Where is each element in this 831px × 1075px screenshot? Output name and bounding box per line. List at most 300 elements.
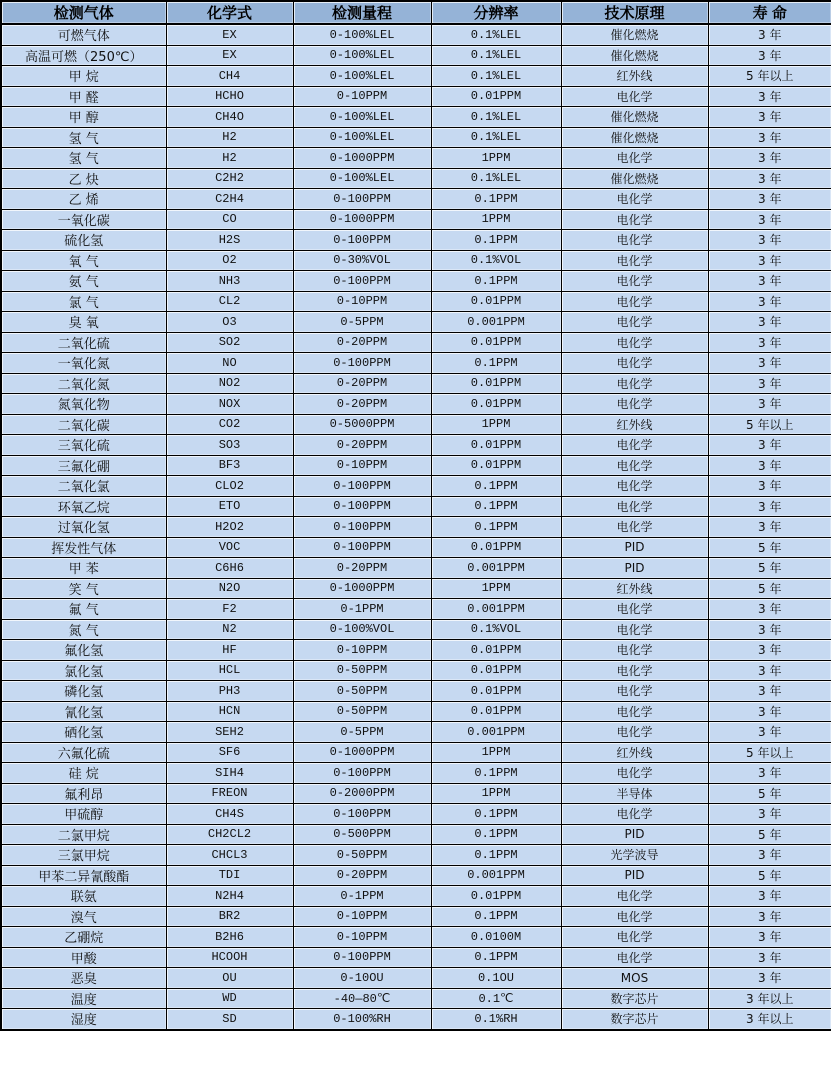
cell-formula: O3 bbox=[166, 312, 293, 333]
cell-formula: VOC bbox=[166, 537, 293, 558]
cell-lifespan: 3 年 bbox=[708, 312, 831, 333]
cell-range: 0-100PPM bbox=[293, 804, 431, 825]
cell-lifespan: 3 年 bbox=[708, 373, 831, 394]
cell-range: 0-1PPM bbox=[293, 599, 431, 620]
cell-resolution: 0.1PPM bbox=[431, 804, 561, 825]
cell-principle: PID bbox=[561, 537, 708, 558]
cell-gas: 氯 气 bbox=[1, 291, 166, 312]
cell-principle: 电化学 bbox=[561, 660, 708, 681]
cell-resolution: 0.01PPM bbox=[431, 660, 561, 681]
cell-formula: O2 bbox=[166, 250, 293, 271]
cell-resolution: 1PPM bbox=[431, 209, 561, 230]
cell-lifespan: 3 年以上 bbox=[708, 988, 831, 1009]
cell-range: 0-5PPM bbox=[293, 312, 431, 333]
cell-gas: 三氧化硫 bbox=[1, 435, 166, 456]
cell-lifespan: 5 年以上 bbox=[708, 66, 831, 87]
cell-range: 0-10PPM bbox=[293, 291, 431, 312]
cell-gas: 氰化氢 bbox=[1, 701, 166, 722]
cell-resolution: 0.1PPM bbox=[431, 496, 561, 517]
cell-resolution: 0.01PPM bbox=[431, 435, 561, 456]
cell-gas: 氢 气 bbox=[1, 148, 166, 169]
cell-principle: PID bbox=[561, 824, 708, 845]
table-row bbox=[1, 86, 831, 107]
cell-principle: 电化学 bbox=[561, 476, 708, 497]
col-header-gas: 检测气体 bbox=[1, 1, 166, 24]
cell-formula: TDI bbox=[166, 865, 293, 886]
cell-resolution: 0.1%LEL bbox=[431, 24, 561, 45]
table-row bbox=[1, 578, 831, 599]
cell-resolution: 0.001PPM bbox=[431, 312, 561, 333]
cell-gas: 甲硫醇 bbox=[1, 804, 166, 825]
cell-range: 0-2000PPM bbox=[293, 783, 431, 804]
cell-range: 0-100PPM bbox=[293, 271, 431, 292]
cell-formula: N2H4 bbox=[166, 886, 293, 907]
cell-formula: CH2CL2 bbox=[166, 824, 293, 845]
table-row bbox=[1, 24, 831, 45]
cell-lifespan: 3 年 bbox=[708, 640, 831, 661]
table-row bbox=[1, 332, 831, 353]
table-row bbox=[1, 988, 831, 1009]
cell-resolution: 1PPM bbox=[431, 148, 561, 169]
table-row bbox=[1, 824, 831, 845]
cell-principle: 半导体 bbox=[561, 783, 708, 804]
cell-range: 0-10PPM bbox=[293, 927, 431, 948]
cell-range: 0-500PPM bbox=[293, 824, 431, 845]
cell-resolution: 0.1PPM bbox=[431, 353, 561, 374]
cell-range: 0-5PPM bbox=[293, 722, 431, 743]
table-row bbox=[1, 537, 831, 558]
cell-resolution: 1PPM bbox=[431, 578, 561, 599]
cell-resolution: 1PPM bbox=[431, 742, 561, 763]
cell-formula: CLO2 bbox=[166, 476, 293, 497]
table-row bbox=[1, 168, 831, 189]
cell-principle: 电化学 bbox=[561, 517, 708, 538]
cell-formula: C2H2 bbox=[166, 168, 293, 189]
table-row bbox=[1, 558, 831, 579]
cell-principle: 电化学 bbox=[561, 722, 708, 743]
cell-principle: 电化学 bbox=[561, 455, 708, 476]
cell-lifespan: 3 年 bbox=[708, 189, 831, 210]
cell-gas: 甲酸 bbox=[1, 947, 166, 968]
cell-lifespan: 3 年 bbox=[708, 332, 831, 353]
cell-principle: 电化学 bbox=[561, 763, 708, 784]
cell-lifespan: 3 年 bbox=[708, 701, 831, 722]
cell-formula: C2H4 bbox=[166, 189, 293, 210]
cell-formula: NO bbox=[166, 353, 293, 374]
cell-formula: CHCL3 bbox=[166, 845, 293, 866]
table-row bbox=[1, 865, 831, 886]
cell-lifespan: 3 年 bbox=[708, 947, 831, 968]
cell-resolution: 0.001PPM bbox=[431, 558, 561, 579]
cell-resolution: 0.1PPM bbox=[431, 189, 561, 210]
cell-formula: SD bbox=[166, 1009, 293, 1030]
cell-gas: 过氧化氢 bbox=[1, 517, 166, 538]
cell-formula: HCL bbox=[166, 660, 293, 681]
cell-resolution: 0.1PPM bbox=[431, 906, 561, 927]
cell-formula: SO3 bbox=[166, 435, 293, 456]
cell-range: 0-100PPM bbox=[293, 947, 431, 968]
cell-principle: 电化学 bbox=[561, 886, 708, 907]
cell-gas: 湿度 bbox=[1, 1009, 166, 1030]
cell-range: 0-20PPM bbox=[293, 332, 431, 353]
table-row bbox=[1, 742, 831, 763]
cell-principle: 电化学 bbox=[561, 271, 708, 292]
cell-formula: B2H6 bbox=[166, 927, 293, 948]
cell-gas: 氟化氢 bbox=[1, 640, 166, 661]
cell-formula: PH3 bbox=[166, 681, 293, 702]
cell-lifespan: 3 年 bbox=[708, 455, 831, 476]
cell-formula: SF6 bbox=[166, 742, 293, 763]
cell-gas: 氨 气 bbox=[1, 271, 166, 292]
cell-principle: 电化学 bbox=[561, 927, 708, 948]
table-row bbox=[1, 1009, 831, 1030]
table-row bbox=[1, 947, 831, 968]
cell-range: 0-1000PPM bbox=[293, 578, 431, 599]
cell-principle: PID bbox=[561, 558, 708, 579]
table-row bbox=[1, 394, 831, 415]
cell-lifespan: 3 年 bbox=[708, 148, 831, 169]
cell-formula: CL2 bbox=[166, 291, 293, 312]
cell-range: 0-1PPM bbox=[293, 886, 431, 907]
cell-lifespan: 3 年 bbox=[708, 476, 831, 497]
table-row bbox=[1, 927, 831, 948]
cell-principle: 电化学 bbox=[561, 619, 708, 640]
cell-principle: 电化学 bbox=[561, 394, 708, 415]
cell-resolution: 0.1%LEL bbox=[431, 127, 561, 148]
cell-range: 0-5000PPM bbox=[293, 414, 431, 435]
cell-range: 0-50PPM bbox=[293, 845, 431, 866]
cell-resolution: 0.1%LEL bbox=[431, 66, 561, 87]
cell-lifespan: 5 年 bbox=[708, 537, 831, 558]
cell-principle: 数字芯片 bbox=[561, 1009, 708, 1030]
table-row bbox=[1, 476, 831, 497]
table-row bbox=[1, 640, 831, 661]
cell-lifespan: 3 年 bbox=[708, 291, 831, 312]
cell-gas: 甲 醛 bbox=[1, 86, 166, 107]
cell-principle: 电化学 bbox=[561, 947, 708, 968]
cell-range: 0-100PPM bbox=[293, 763, 431, 784]
cell-gas: 溴气 bbox=[1, 906, 166, 927]
cell-lifespan: 3 年 bbox=[708, 209, 831, 230]
cell-formula: BF3 bbox=[166, 455, 293, 476]
cell-principle: 电化学 bbox=[561, 640, 708, 661]
cell-range: 0-1000PPM bbox=[293, 209, 431, 230]
cell-principle: 电化学 bbox=[561, 291, 708, 312]
cell-formula: CO bbox=[166, 209, 293, 230]
cell-principle: 催化燃烧 bbox=[561, 45, 708, 66]
cell-lifespan: 3 年 bbox=[708, 845, 831, 866]
cell-range: 0-100%LEL bbox=[293, 127, 431, 148]
cell-principle: 红外线 bbox=[561, 578, 708, 599]
cell-gas: 可燃气体 bbox=[1, 24, 166, 45]
cell-principle: 催化燃烧 bbox=[561, 127, 708, 148]
cell-resolution: 1PPM bbox=[431, 783, 561, 804]
table-row bbox=[1, 209, 831, 230]
table-row bbox=[1, 312, 831, 333]
cell-gas: 氧 气 bbox=[1, 250, 166, 271]
table-row bbox=[1, 291, 831, 312]
cell-gas: 三氯甲烷 bbox=[1, 845, 166, 866]
cell-resolution: 0.01PPM bbox=[431, 86, 561, 107]
cell-gas: 二氯甲烷 bbox=[1, 824, 166, 845]
cell-principle: PID bbox=[561, 865, 708, 886]
cell-range: 0-10OU bbox=[293, 968, 431, 989]
table-row bbox=[1, 783, 831, 804]
cell-lifespan: 5 年以上 bbox=[708, 414, 831, 435]
cell-resolution: 0.1PPM bbox=[431, 947, 561, 968]
cell-range: 0-10PPM bbox=[293, 86, 431, 107]
cell-range: 0-20PPM bbox=[293, 373, 431, 394]
cell-range: 0-100%LEL bbox=[293, 107, 431, 128]
cell-formula: H2 bbox=[166, 127, 293, 148]
cell-formula: OU bbox=[166, 968, 293, 989]
cell-range: 0-100PPM bbox=[293, 189, 431, 210]
cell-gas: 一氧化氮 bbox=[1, 353, 166, 374]
cell-resolution: 0.01PPM bbox=[431, 332, 561, 353]
table-row bbox=[1, 455, 831, 476]
cell-principle: 电化学 bbox=[561, 435, 708, 456]
cell-formula: CH4S bbox=[166, 804, 293, 825]
cell-principle: 催化燃烧 bbox=[561, 107, 708, 128]
cell-formula: H2 bbox=[166, 148, 293, 169]
cell-resolution: 0.1%LEL bbox=[431, 107, 561, 128]
cell-range: 0-20PPM bbox=[293, 865, 431, 886]
table-row bbox=[1, 619, 831, 640]
cell-gas: 氮氧化物 bbox=[1, 394, 166, 415]
table-row bbox=[1, 373, 831, 394]
cell-gas: 磷化氢 bbox=[1, 681, 166, 702]
cell-formula: N2O bbox=[166, 578, 293, 599]
cell-resolution: 0.1OU bbox=[431, 968, 561, 989]
cell-resolution: 0.1%LEL bbox=[431, 45, 561, 66]
table-row bbox=[1, 66, 831, 87]
table-row bbox=[1, 250, 831, 271]
cell-gas: 臭 氧 bbox=[1, 312, 166, 333]
cell-lifespan: 3 年 bbox=[708, 927, 831, 948]
table-row bbox=[1, 271, 831, 292]
cell-resolution: 0.01PPM bbox=[431, 455, 561, 476]
cell-range: 0-100PPM bbox=[293, 517, 431, 538]
cell-gas: 硒化氢 bbox=[1, 722, 166, 743]
cell-formula: NH3 bbox=[166, 271, 293, 292]
cell-resolution: 0.01PPM bbox=[431, 701, 561, 722]
cell-resolution: 0.1%RH bbox=[431, 1009, 561, 1030]
cell-lifespan: 5 年 bbox=[708, 865, 831, 886]
cell-principle: 电化学 bbox=[561, 148, 708, 169]
cell-lifespan: 5 年 bbox=[708, 824, 831, 845]
cell-lifespan: 3 年 bbox=[708, 681, 831, 702]
cell-range: 0-20PPM bbox=[293, 394, 431, 415]
cell-principle: 电化学 bbox=[561, 804, 708, 825]
cell-range: 0-20PPM bbox=[293, 435, 431, 456]
cell-lifespan: 3 年 bbox=[708, 107, 831, 128]
cell-range: 0-100PPM bbox=[293, 353, 431, 374]
table-row bbox=[1, 517, 831, 538]
cell-range: 0-1000PPM bbox=[293, 742, 431, 763]
cell-resolution: 1PPM bbox=[431, 414, 561, 435]
cell-principle: 电化学 bbox=[561, 332, 708, 353]
table-row bbox=[1, 660, 831, 681]
cell-lifespan: 3 年 bbox=[708, 968, 831, 989]
cell-range: 0-10PPM bbox=[293, 640, 431, 661]
cell-resolution: 0.01PPM bbox=[431, 681, 561, 702]
cell-resolution: 0.1%VOL bbox=[431, 619, 561, 640]
cell-range: 0-1000PPM bbox=[293, 148, 431, 169]
cell-gas: 一氧化碳 bbox=[1, 209, 166, 230]
cell-principle: 红外线 bbox=[561, 414, 708, 435]
cell-principle: 电化学 bbox=[561, 599, 708, 620]
cell-lifespan: 3 年 bbox=[708, 886, 831, 907]
cell-range: 0-50PPM bbox=[293, 660, 431, 681]
cell-resolution: 0.1%VOL bbox=[431, 250, 561, 271]
cell-formula: ETO bbox=[166, 496, 293, 517]
table-row bbox=[1, 804, 831, 825]
cell-formula: F2 bbox=[166, 599, 293, 620]
cell-principle: 红外线 bbox=[561, 742, 708, 763]
cell-lifespan: 3 年以上 bbox=[708, 1009, 831, 1030]
cell-formula: SIH4 bbox=[166, 763, 293, 784]
cell-lifespan: 5 年 bbox=[708, 578, 831, 599]
cell-range: 0-20PPM bbox=[293, 558, 431, 579]
cell-resolution: 0.01PPM bbox=[431, 886, 561, 907]
table-row bbox=[1, 414, 831, 435]
cell-gas: 甲 醇 bbox=[1, 107, 166, 128]
cell-lifespan: 5 年以上 bbox=[708, 742, 831, 763]
cell-lifespan: 3 年 bbox=[708, 763, 831, 784]
cell-lifespan: 3 年 bbox=[708, 804, 831, 825]
table-row bbox=[1, 722, 831, 743]
cell-range: 0-30%VOL bbox=[293, 250, 431, 271]
col-header-resolution: 分辨率 bbox=[431, 1, 561, 24]
cell-range: 0-50PPM bbox=[293, 701, 431, 722]
cell-formula: C6H6 bbox=[166, 558, 293, 579]
cell-gas: 硅 烷 bbox=[1, 763, 166, 784]
cell-lifespan: 3 年 bbox=[708, 722, 831, 743]
col-header-lifespan: 寿 命 bbox=[708, 1, 831, 24]
cell-lifespan: 3 年 bbox=[708, 619, 831, 640]
cell-formula: SEH2 bbox=[166, 722, 293, 743]
cell-range: 0-100%LEL bbox=[293, 168, 431, 189]
cell-range: 0-100%LEL bbox=[293, 45, 431, 66]
cell-lifespan: 3 年 bbox=[708, 435, 831, 456]
cell-formula: H2O2 bbox=[166, 517, 293, 538]
cell-lifespan: 3 年 bbox=[708, 271, 831, 292]
cell-formula: EX bbox=[166, 45, 293, 66]
table-row bbox=[1, 701, 831, 722]
table-row bbox=[1, 763, 831, 784]
cell-gas: 二氧化氮 bbox=[1, 373, 166, 394]
cell-lifespan: 3 年 bbox=[708, 127, 831, 148]
cell-principle: 电化学 bbox=[561, 189, 708, 210]
cell-formula: FREON bbox=[166, 783, 293, 804]
table-row bbox=[1, 906, 831, 927]
cell-gas: 甲 苯 bbox=[1, 558, 166, 579]
cell-range: 0-100%VOL bbox=[293, 619, 431, 640]
cell-resolution: 0.1PPM bbox=[431, 476, 561, 497]
table-row bbox=[1, 496, 831, 517]
cell-principle: 电化学 bbox=[561, 906, 708, 927]
cell-formula: NO2 bbox=[166, 373, 293, 394]
col-header-range: 检测量程 bbox=[293, 1, 431, 24]
cell-formula: CO2 bbox=[166, 414, 293, 435]
cell-lifespan: 3 年 bbox=[708, 230, 831, 251]
cell-resolution: 0.1PPM bbox=[431, 845, 561, 866]
cell-lifespan: 5 年 bbox=[708, 558, 831, 579]
table-row bbox=[1, 107, 831, 128]
cell-gas: 高温可燃（250℃） bbox=[1, 45, 166, 66]
cell-gas: 二氧化硫 bbox=[1, 332, 166, 353]
cell-principle: 电化学 bbox=[561, 681, 708, 702]
cell-gas: 乙 炔 bbox=[1, 168, 166, 189]
cell-lifespan: 3 年 bbox=[708, 496, 831, 517]
cell-principle: 光学波导 bbox=[561, 845, 708, 866]
table-row bbox=[1, 45, 831, 66]
cell-lifespan: 3 年 bbox=[708, 250, 831, 271]
cell-principle: 电化学 bbox=[561, 373, 708, 394]
table-row bbox=[1, 968, 831, 989]
cell-lifespan: 3 年 bbox=[708, 353, 831, 374]
cell-principle: 电化学 bbox=[561, 230, 708, 251]
cell-principle: 数字芯片 bbox=[561, 988, 708, 1009]
table-row bbox=[1, 599, 831, 620]
cell-formula: HF bbox=[166, 640, 293, 661]
cell-gas: 恶臭 bbox=[1, 968, 166, 989]
cell-principle: 电化学 bbox=[561, 209, 708, 230]
cell-gas: 乙硼烷 bbox=[1, 927, 166, 948]
cell-range: -40—80℃ bbox=[293, 988, 431, 1009]
cell-principle: 电化学 bbox=[561, 353, 708, 374]
table-row bbox=[1, 681, 831, 702]
cell-gas: 挥发性气体 bbox=[1, 537, 166, 558]
cell-range: 0-100PPM bbox=[293, 537, 431, 558]
cell-formula: WD bbox=[166, 988, 293, 1009]
cell-lifespan: 5 年 bbox=[708, 783, 831, 804]
cell-resolution: 0.1PPM bbox=[431, 271, 561, 292]
cell-resolution: 0.01PPM bbox=[431, 394, 561, 415]
cell-resolution: 0.1PPM bbox=[431, 763, 561, 784]
cell-gas: 二氧化氯 bbox=[1, 476, 166, 497]
cell-formula: CH4O bbox=[166, 107, 293, 128]
cell-formula: HCN bbox=[166, 701, 293, 722]
cell-formula: SO2 bbox=[166, 332, 293, 353]
cell-gas: 氟 气 bbox=[1, 599, 166, 620]
cell-principle: 红外线 bbox=[561, 66, 708, 87]
cell-resolution: 0.0100M bbox=[431, 927, 561, 948]
cell-lifespan: 3 年 bbox=[708, 45, 831, 66]
cell-range: 0-10PPM bbox=[293, 455, 431, 476]
cell-range: 0-100%LEL bbox=[293, 66, 431, 87]
cell-lifespan: 3 年 bbox=[708, 517, 831, 538]
cell-gas: 氢 气 bbox=[1, 127, 166, 148]
table-row bbox=[1, 148, 831, 169]
col-header-principle: 技术原理 bbox=[561, 1, 708, 24]
cell-gas: 氟利昂 bbox=[1, 783, 166, 804]
cell-lifespan: 3 年 bbox=[708, 660, 831, 681]
table-row bbox=[1, 845, 831, 866]
cell-gas: 六氟化硫 bbox=[1, 742, 166, 763]
cell-gas: 笑 气 bbox=[1, 578, 166, 599]
cell-gas: 甲苯二异氰酸酯 bbox=[1, 865, 166, 886]
cell-formula: N2 bbox=[166, 619, 293, 640]
cell-resolution: 0.001PPM bbox=[431, 865, 561, 886]
cell-formula: CH4 bbox=[166, 66, 293, 87]
cell-principle: 电化学 bbox=[561, 496, 708, 517]
cell-principle: 催化燃烧 bbox=[561, 24, 708, 45]
cell-range: 0-100%RH bbox=[293, 1009, 431, 1030]
cell-resolution: 0.001PPM bbox=[431, 722, 561, 743]
cell-range: 0-100PPM bbox=[293, 230, 431, 251]
col-header-formula: 化学式 bbox=[166, 1, 293, 24]
